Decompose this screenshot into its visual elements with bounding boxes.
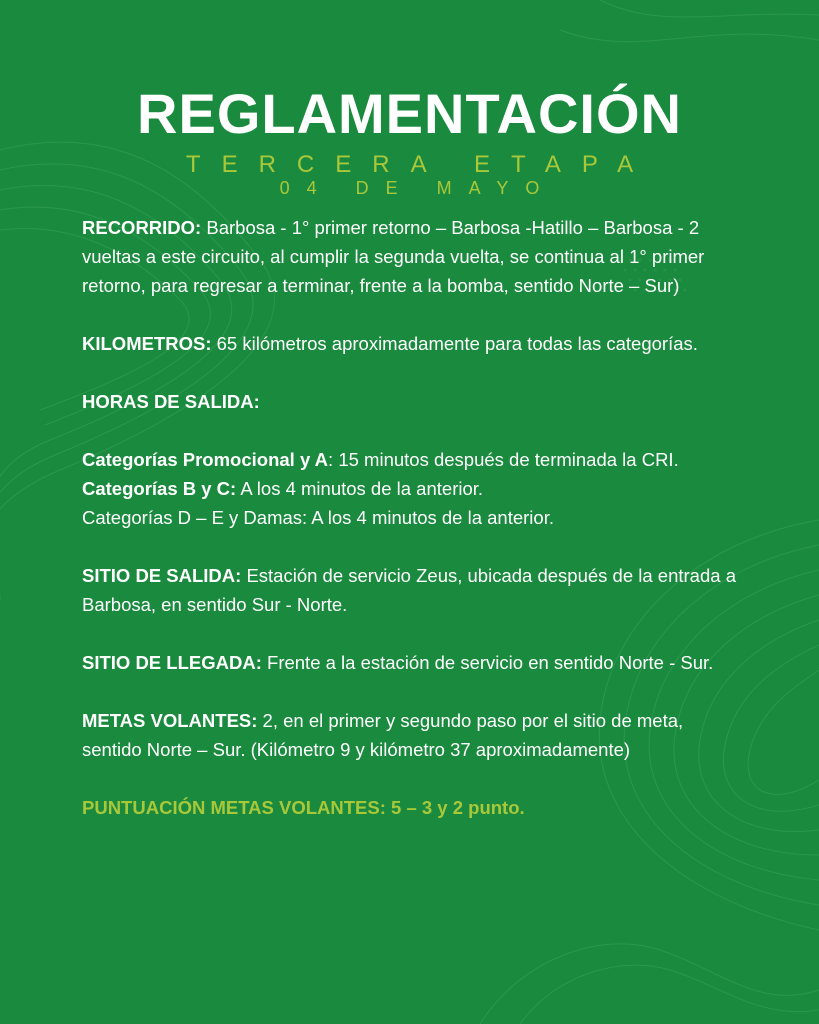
cat-promocional-label: Categorías Promocional y A: [82, 449, 329, 470]
section-metas: [82, 706, 747, 764]
section-cat-bc: [82, 474, 747, 503]
sitio-llegada-text: Frente a la estación de servicio en sentido Norte - Sur.: [261, 652, 714, 673]
event-date: 04 DE MAYO: [279, 178, 557, 198]
puntuacion-text: PUNTUACIÓN METAS VOLANTES: 5 – 3 y 2 punto.: [82, 797, 525, 818]
page-title: REGLAMENTACIÓN: [137, 82, 682, 145]
recorrido-label: RECORRIDO:: [82, 217, 202, 238]
horas-label: HORAS DE SALIDA:: [82, 391, 260, 412]
recorrido-text: Barbosa - 1° primer retorno – Barbosa -Hatillo – Barbosa - 2 vueltas a este circuito, al cumplir la segunda vuelta, se continua al 1° primer retorno, para regresar a terminar, frente a la bomba, sentido Norte – Sur): [82, 217, 705, 296]
regulation-content: [82, 213, 747, 851]
section-puntuacion: [82, 793, 747, 822]
sitio-salida-text: Estación de servicio Zeus, ubicada después de la entrada a Barbosa, en sentido Sur - Norte.: [82, 565, 736, 615]
section-cat-d: [82, 503, 747, 532]
cat-bc-text: A los 4 minutos de la anterior.: [236, 478, 484, 499]
section-sitio-salida: [82, 561, 747, 619]
sitio-llegada-label: SITIO DE LLEGADA:: [82, 652, 262, 673]
cat-d-text: Categorías D – E y Damas: A los 4 minutos de la anterior.: [82, 507, 554, 528]
kilometros-label: KILOMETROS:: [82, 333, 212, 354]
section-cat-promocional: [82, 445, 747, 474]
kilometros-text: 65 kilómetros aproximadamente para todas las categorías.: [211, 333, 698, 354]
section-sitio-llegada: [82, 648, 747, 677]
sitio-salida-label: SITIO DE SALIDA:: [82, 565, 242, 586]
header: [0, 80, 819, 198]
metas-text: 2, en el primer y segundo paso por el sitio de meta, sentido Norte – Sur. (Kilómetro 9 y kilómetro 37 aproximadamente): [82, 710, 684, 760]
section-horas: [82, 387, 747, 416]
cat-bc-label: Categorías B y C:: [82, 478, 237, 499]
section-kilometros: [82, 329, 747, 358]
metas-label: METAS VOLANTES:: [82, 710, 258, 731]
cat-promocional-text: : 15 minutos después de terminada la CRI.: [328, 449, 679, 470]
section-recorrido: [82, 213, 747, 300]
stage-subtitle: TERCERA ETAPA: [185, 151, 655, 178]
